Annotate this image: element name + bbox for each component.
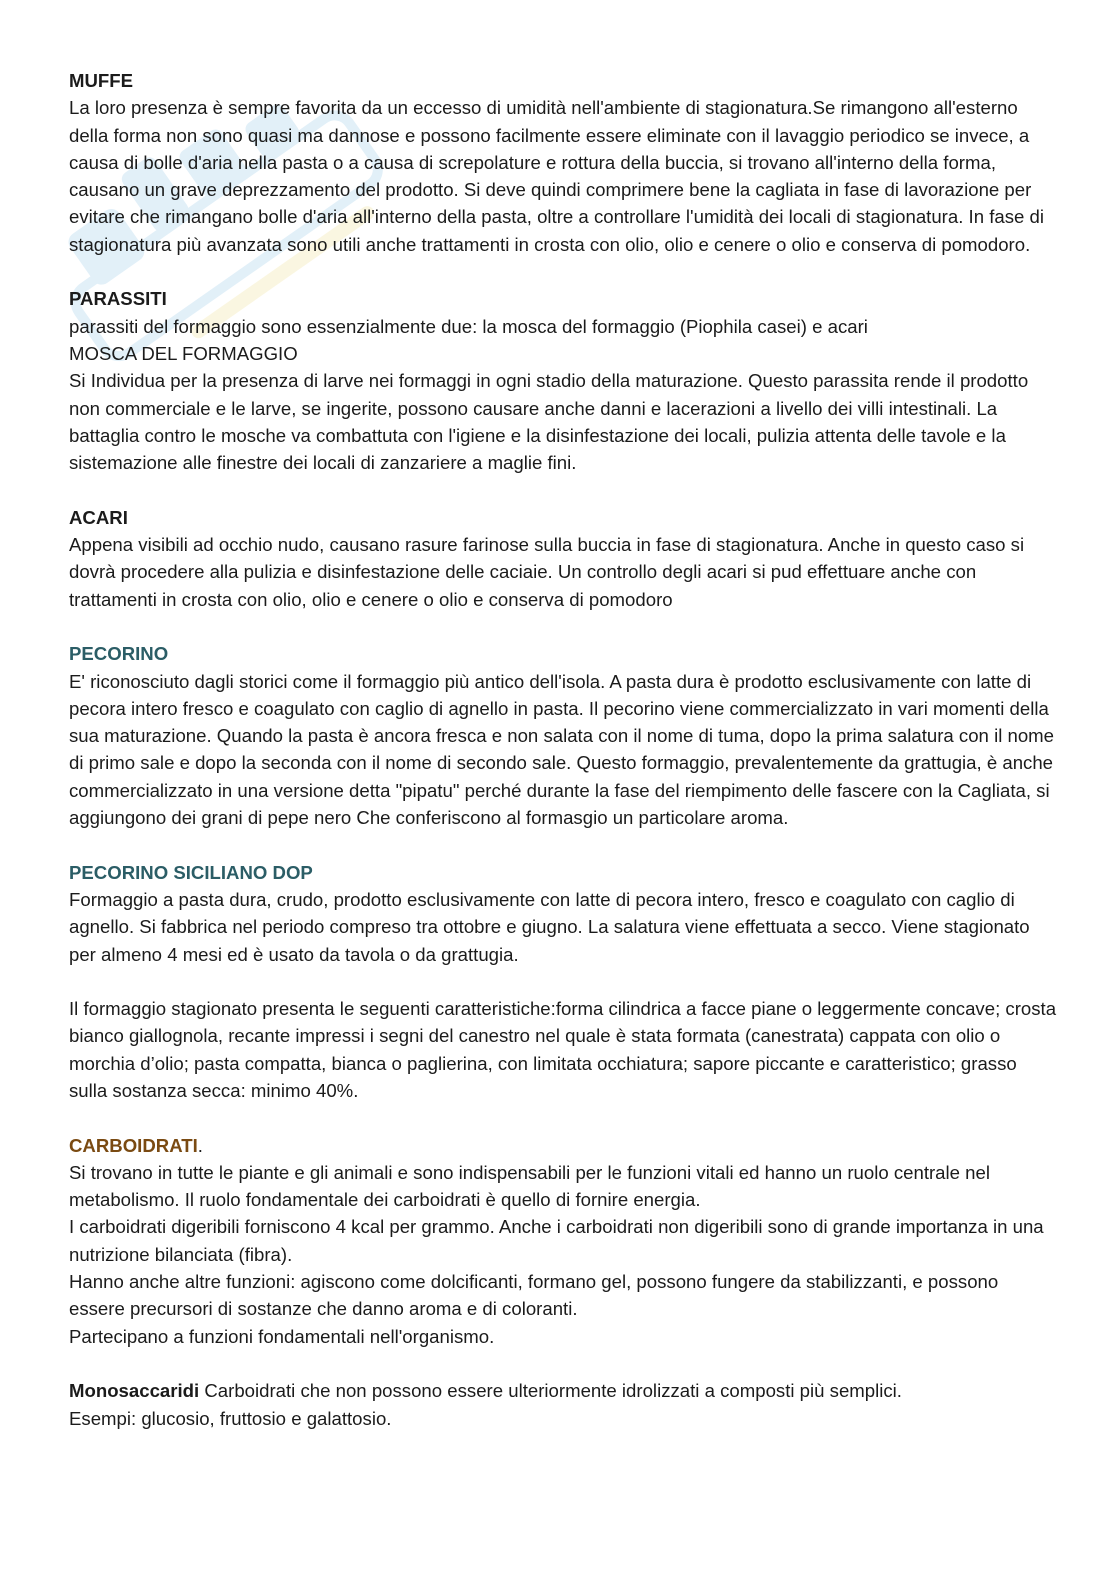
paragraph-carbo-3: Hanno anche altre funzioni: agiscono come dolcificanti, formano gel, possono fungere da stabilizzanti, e possono essere precursori di sostanze che danno aroma e di coloranti.	[69, 1271, 999, 1320]
heading-carboidrati-dot: .	[197, 1134, 203, 1156]
heading-muffe: MUFFE	[69, 70, 134, 91]
paragraph-dop-2: Il formaggio stagionato presenta le seguenti caratteristiche:forma cilindrica a facce piane o leggermente concave; crosta bianco giallognola, recante impressi i segni del canestro nel quale è stata formata (canestrata) cappata con olio o morchia d’olio; pasta compatta, bianca o paglierina, con limitata occhiatura; sapore piccante e caratteristico; grasso sulla sostanza secca: minimo 40%.	[69, 998, 1057, 1101]
paragraph-pecorino: E' riconosciuto dagli storici come il formaggio più antico dell'isola. A pasta dura è prodotto esclusivamente con latte di pecora intero fresco e coagulato con caglio di agnello in pasta. Il pecorino viene commercializzato in vari momenti della sua maturazione. Quando la pasta è ancora fresca e non salata con il nome di tuma, dopo la prima salatura con il nome di primo sale e dopo la seconda con il nome di secondo sale. Questo formaggio, prevalentemente da grattugia, è anche commercializzato in una versione detta "pipatu" perché durante la fase del riempimento delle fascere con la Cagliata, si aggiungono dei grani di pepe nero Che conferiscono al formasgio un particolare aroma.	[69, 670, 1055, 829]
heading-carboidrati-line	[69, 1132, 1059, 1159]
paragraph-parassiti: parassiti del formaggio sono essenzialmente due: la mosca del formaggio (Piophila casei) e acari	[69, 315, 868, 337]
term-monosaccaridi: Monosaccaridi	[69, 1380, 200, 1402]
paragraph-monosaccaridi	[69, 1377, 1059, 1404]
heading-pecorino: PECORINO	[69, 643, 169, 665]
paragraph-mosca: Si Individua per la presenza di larve nei formaggi in ogni stadio della maturazione. Questo parassita rende il prodotto non commerciale e le larve, se ingerite, possono causare anche danni e lacerazioni a livello dei villi intestinali. La battaglia contro le mosche va combattuta con l'igiene e la disinfestazione dei locali, pulizia attenta delle tavole e la sistemazione alle finestre dei locali di zanzariere a maglie fini.	[69, 370, 1029, 474]
heading-carboidrati: CARBOIDRATI	[69, 1134, 198, 1156]
paragraph-carbo-2: I carboidrati digeribili forniscono 4 kcal per grammo. Anche i carboidrati non digeribili sono di grande importanza in una nutrizione bilanciata (fibra).	[69, 1216, 1044, 1265]
subheading-mosca: MOSCA DEL FORMAGGIO	[69, 342, 298, 364]
heading-acari: ACARI	[69, 506, 128, 528]
paragraph-esempi: Esempi: glucosio, fruttosio e galattosio.	[69, 1407, 392, 1429]
heading-pecorino-dop: PECORINO SICILIANO DOP	[69, 861, 313, 883]
paragraph-muffe: La loro presenza è sempre favorita da un eccesso di umidità nell'ambiente di stagionatura.Se rimangono all'esterno della forma non sono quasi ma dannose e possono facilmente essere eliminate con il lavaggio periodico se invece, a causa di bolle d'aria nella pasta o a causa di screpolature e rottura della buccia, si trovano all'interno della forma, causano un grave deprezzamento del prodotto. Si deve quindi comprimere bene la cagliata in fase di lavorazione per evitare che rimangano bolle d'aria all'interno della pasta, oltre a controllare l'umidità dei locali di stagionatura. In fase di stagionatura più avanzata sono utili anche trattamenti in crosta con olio, olio e cenere o olio e conserva di pomodoro.	[69, 97, 1044, 255]
paragraph-dop-1: Formaggio a pasta dura, crudo, prodotto esclusivamente con latte di pecora intero, fresco e coagulato con caglio di agnello. Si fabbrica nel periodo compreso tra ottobre e giugno. La salatura viene effettuata a secco. Viene stagionato per almeno 4 mesi ed è usato da tavola o da grattugia.	[69, 888, 1030, 965]
paragraph-carbo-1: Si trovano in tutte le piante e gli animali e sono indispensabili per le funzioni vitali ed hanno un ruolo centrale nel metabolismo. Il ruolo fondamentale dei carboidrati è quello di fornire energia.	[69, 1161, 990, 1211]
heading-parassiti: PARASSITI	[69, 288, 167, 310]
paragraph-carbo-4: Partecipano a funzioni fondamentali nell'organismo.	[69, 1325, 495, 1347]
document-page	[69, 67, 1059, 1432]
paragraph-acari: Appena visibili ad occhio nudo, causano rasure farinose sulla buccia in fase di stagionatura. Anche in questo caso si dovrà procedere alla pulizia e disinfestazione delle caciaie. Un controllo degli acari si pud effettuare anche con trattamenti in crosta con olio, olio e cenere o olio e conserva di pomodoro	[69, 534, 1025, 610]
definition-monosaccaridi: Carboidrati che non possono essere ulteriormente idrolizzati a composti più semplici.	[199, 1380, 902, 1402]
